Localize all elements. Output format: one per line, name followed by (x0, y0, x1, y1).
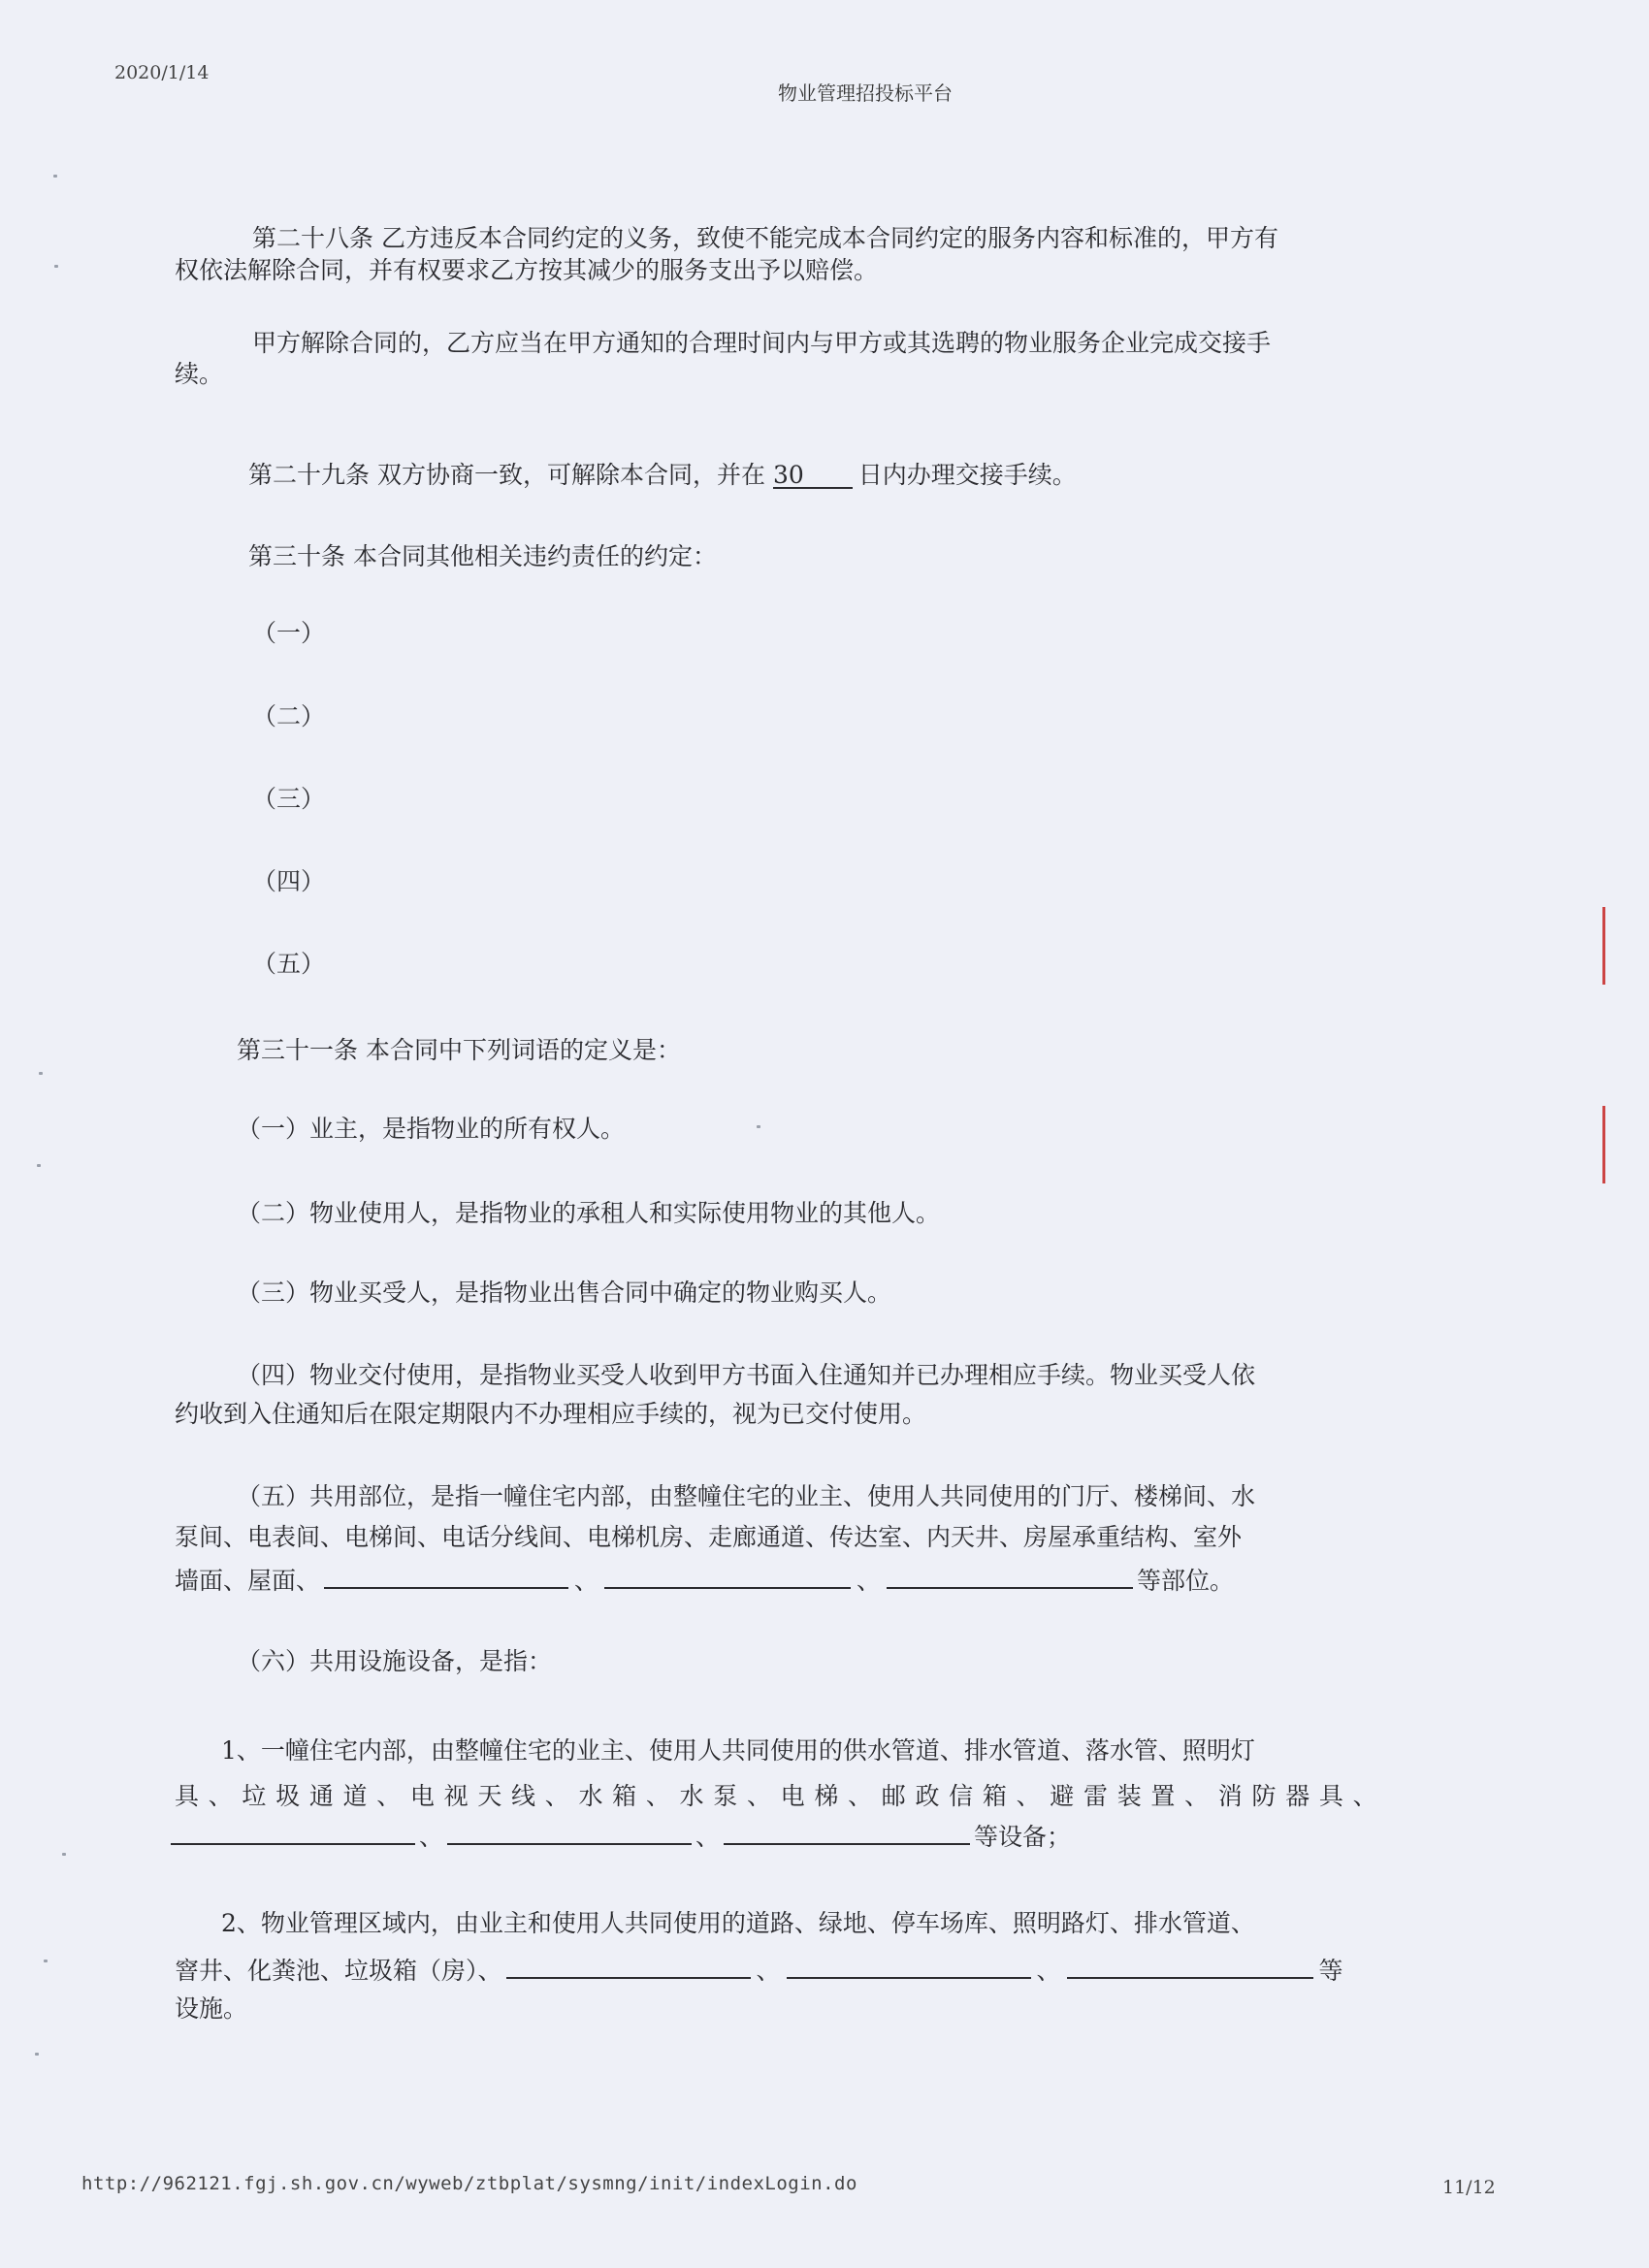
scan-speck (39, 1072, 43, 1075)
def-5-line3 (175, 1566, 1234, 1593)
equip-1-line2-char: 、 (848, 1782, 873, 1810)
art29-pre: 第二十九条 双方协商一致，可解除本合同，并在 (248, 461, 765, 489)
equip-1-line2-char: 具 (1318, 1782, 1343, 1810)
separator: 、 (756, 1957, 781, 1985)
scan-speck (757, 1125, 760, 1128)
equip-1-line2 (175, 1777, 1377, 1812)
def-5-line1: （五）共用部位，是指一幢住宅内部，由整幢住宅的业主、使用人共同使用的门厅、楼梯间、水 (237, 1482, 1256, 1510)
equip-1-line2-char: 、 (1016, 1782, 1041, 1810)
equip-1-line2-char: 置 (1150, 1782, 1176, 1810)
equip-1-line2-char: 具 (175, 1782, 200, 1810)
equip-1-line2-char: 装 (1116, 1782, 1142, 1810)
blank-line (887, 1566, 1133, 1589)
scan-edge-mark (1602, 907, 1605, 985)
def-6: （六）共用设施设备，是指： (237, 1647, 553, 1675)
def-5-line3-end: 等部位。 (1137, 1567, 1235, 1595)
art30-item-1: （一） (252, 619, 326, 647)
equip-1-line2-char: 泵 (713, 1782, 738, 1810)
equip-2-line3: 设施。 (175, 1994, 248, 2023)
def-2: （二）物业使用人，是指物业的承租人和实际使用物业的其他人。 (237, 1199, 941, 1227)
blank-line (724, 1822, 970, 1845)
separator: 、 (857, 1567, 882, 1595)
equip-1-line2-char: 避 (1050, 1782, 1075, 1810)
blank-line (1067, 1956, 1313, 1979)
scan-speck (44, 1960, 48, 1962)
def-5-line3-start: 墙面、屋面、 (175, 1567, 321, 1595)
equip-1-line2-char: 、 (208, 1782, 233, 1810)
equip-1-line2-char: 电 (780, 1782, 805, 1810)
header-title: 物业管理招投标平台 (778, 81, 953, 105)
equip-1-line2-char: 、 (645, 1782, 670, 1810)
scan-speck (37, 1164, 41, 1167)
equip-1-line2-char: 、 (376, 1782, 402, 1810)
equip-1-line2-char: 、 (1352, 1782, 1377, 1810)
equip-1-line2-char: 消 (1217, 1782, 1243, 1810)
art29-post: 日内办理交接手续。 (857, 461, 1077, 489)
equip-1-line2-char: 水 (578, 1782, 603, 1810)
art28b-line1: 甲方解除合同的，乙方应当在甲方通知的合理时间内与甲方或其选聘的物业服务企业完成交接手 (252, 329, 1272, 357)
def-4-line2: 约收到入住通知后在限定期限内不办理相应手续的，视为已交付使用。 (175, 1400, 927, 1428)
separator: 、 (1036, 1957, 1061, 1985)
blank-line (171, 1822, 415, 1845)
equip-1-line2-char: 电 (409, 1782, 435, 1810)
equip-2-line1: 2、物业管理区域内，由业主和使用人共同使用的道路、绿地、停车场库、照明路灯、排水管道、 (221, 1909, 1255, 1937)
equip-1-line2-char: 、 (1184, 1782, 1210, 1810)
blank-line (447, 1822, 692, 1845)
art28-line2: 权依法解除合同，并有权要求乙方按其减少的服务支出予以赔偿。 (175, 256, 879, 284)
equip-1-line2-char: 器 (1285, 1782, 1310, 1810)
scan-speck (62, 1853, 66, 1856)
equip-1-line2-char: 信 (949, 1782, 974, 1810)
equip-1-line3 (171, 1822, 1071, 1849)
scan-speck (54, 265, 58, 268)
equip-2-line2 (175, 1956, 1343, 1983)
equip-1-line2-char: 雷 (1083, 1782, 1108, 1810)
art29-line (248, 463, 1077, 489)
separator: 、 (419, 1823, 444, 1851)
art31-title: 第三十一条 本合同中下列词语的定义是： (237, 1036, 681, 1064)
equip-1-line2-char: 邮 (881, 1782, 906, 1810)
footer-url: http://962121.fgj.sh.gov.cn/wyweb/ztbplat/sysmng/init/indexLogin.do (81, 2173, 857, 2194)
art28-line1: 第二十八条 乙方违反本合同约定的义务，致使不能完成本合同约定的服务内容和标准的，甲方有 (252, 224, 1278, 252)
scan-speck (53, 175, 57, 178)
equip-1-line2-char: 圾 (275, 1782, 301, 1810)
equip-1-line2-char: 线 (511, 1782, 536, 1810)
def-5-line2: 泵间、电表间、电梯间、电话分线间、电梯机房、走廊通道、传达室、内天井、房屋承重结构、室外 (175, 1523, 1243, 1551)
art30-title: 第三十条 本合同其他相关违约责任的约定： (248, 542, 717, 570)
equip-1-line2-char: 箱 (612, 1782, 637, 1810)
equip-1-line2-char: 梯 (814, 1782, 839, 1810)
art28b-line2: 续。 (175, 360, 224, 388)
equip-1-line2-char: 防 (1251, 1782, 1277, 1810)
equip-1-line2-char: 、 (544, 1782, 569, 1810)
def-3: （三）物业买受人，是指物业出售合同中确定的物业购买人。 (237, 1279, 892, 1307)
art30-item-4: （四） (252, 867, 326, 895)
equip-1-line3-end: 等设备； (974, 1823, 1072, 1851)
art30-item-3: （三） (252, 785, 326, 813)
art30-item-2: （二） (252, 702, 326, 730)
def-1: （一）业主，是指物业的所有权人。 (237, 1115, 626, 1143)
blank-line (324, 1566, 568, 1589)
equip-1-line2-char: 垃 (242, 1782, 267, 1810)
equip-2-line2-start: 窨井、化粪池、垃圾箱（房）、 (175, 1957, 502, 1985)
scan-speck (35, 2053, 39, 2056)
blank-line (604, 1566, 851, 1589)
footer-page-number: 11/12 (1442, 2177, 1496, 2198)
equip-1-line1: 1、一幢住宅内部，由整幢住宅的业主、使用人共同使用的供水管道、排水管道、落水管、照明灯 (221, 1736, 1255, 1765)
equip-1-line2-char: 、 (746, 1782, 771, 1810)
scan-edge-mark (1602, 1106, 1605, 1183)
equip-1-line2-char: 视 (443, 1782, 469, 1810)
blank-line (506, 1956, 751, 1979)
equip-1-line2-char: 道 (342, 1782, 368, 1810)
separator: 、 (574, 1567, 599, 1595)
def-4-line1: （四）物业交付使用，是指物业买受人收到甲方书面入住通知并已办理相应手续。物业买受人依 (237, 1361, 1256, 1389)
header-date: 2020/1/14 (114, 62, 210, 83)
equip-2-line2-end: 等 (1318, 1957, 1343, 1985)
art29-days-field: 30 (773, 463, 853, 489)
equip-1-line2-char: 通 (308, 1782, 334, 1810)
equip-1-line2-char: 水 (679, 1782, 704, 1810)
equip-1-line2-char: 天 (477, 1782, 502, 1810)
art30-item-5: （五） (252, 950, 326, 978)
separator: 、 (695, 1823, 721, 1851)
equip-1-line2-char: 政 (915, 1782, 940, 1810)
equip-1-line2-char: 箱 (982, 1782, 1007, 1810)
blank-line (787, 1956, 1031, 1979)
